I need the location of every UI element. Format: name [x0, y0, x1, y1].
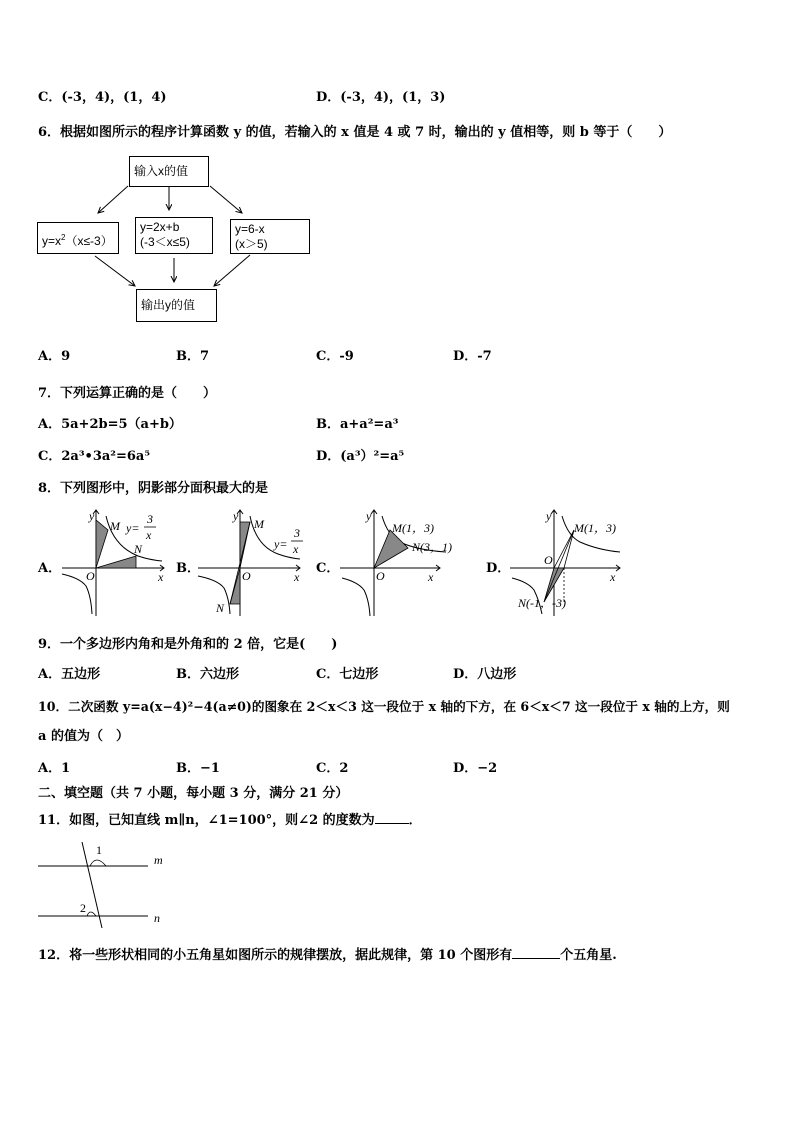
- q6-option-a: A．9: [38, 349, 71, 364]
- q12-stem-text: 12．将一些形状相同的小五角星如图所示的规律摆放，据此规律，第 10 个图形有: [38, 948, 513, 963]
- fig-b-y: y: [233, 509, 239, 523]
- q10-stem-line1: 10．二次函数 y=a(x−4)²−4(a≠0)的图象在 2＜x＜3 这一段位于 x 轴的下方，在 6＜x＜7 这一段位于 x 轴的上方，则: [38, 699, 730, 714]
- q9-option-d: D．八边形: [453, 667, 517, 682]
- fig-b-origin: O: [242, 569, 251, 583]
- q11-line-n: n: [154, 911, 160, 925]
- q6-stem: 6．根据如图所示的程序计算函数 y 的值，若输入的 x 值是 4 或 7 时，输出的 y 值相等，则 b 等于（ ）: [38, 125, 672, 140]
- q6-option-d: D．-7: [453, 349, 492, 364]
- q9-option-c: C．七边形: [316, 667, 379, 682]
- fig-b-den: x: [293, 542, 299, 556]
- fig-c-m: M(1，3): [392, 521, 434, 535]
- fig-b-func: y=: [274, 537, 288, 551]
- flow-arrows: [0, 0, 794, 340]
- fig-d-y: y: [546, 509, 552, 523]
- flow-branch1-box: [37, 222, 119, 254]
- flow-input-box: [129, 156, 209, 187]
- branch3-formula: y=6-x: [235, 222, 265, 236]
- q9-option-b: B．六边形: [176, 667, 239, 682]
- q10-stem-line2: a 的值为（ ）: [38, 729, 129, 744]
- q12-answer-blank[interactable]: [512, 958, 560, 959]
- q8-figure-a: [58, 506, 170, 618]
- fig-d-origin: O: [544, 553, 553, 567]
- flow-branch2-box: [135, 217, 213, 254]
- q12-stem-end: 个五角星.: [560, 948, 617, 963]
- q7-option-c: C．2a³•3a²=6a⁵: [38, 449, 151, 464]
- q11-line-m: m: [154, 853, 163, 867]
- q11-stem-end: ．: [408, 813, 422, 828]
- flow-input-label: 输入x的值: [134, 164, 189, 178]
- q8-letter-d: D．: [486, 561, 511, 576]
- fig-a-den: x: [146, 528, 152, 542]
- q5-option-c: C．(-3，4)，(1，4): [38, 90, 167, 105]
- q8-letter-c: C．: [316, 561, 340, 576]
- branch1-formula: y=x: [42, 234, 62, 248]
- q11-angle1: 1: [96, 843, 102, 857]
- fig-a-n: N: [134, 542, 143, 556]
- q10-option-b: B．−1: [176, 761, 220, 776]
- fig-d-n: N(-1，-3): [518, 596, 566, 610]
- q8-letter-b: B．: [176, 561, 200, 576]
- branch3-cond: (x＞5): [235, 237, 268, 251]
- q11-stem-text: 11．如图，已知直线 m∥n，∠1=100°，则∠2 的度数为: [38, 813, 375, 828]
- branch1-sup: 2: [61, 233, 66, 242]
- q9-option-a: A．五边形: [38, 667, 101, 682]
- fig-c-x: x: [428, 570, 434, 584]
- q7-option-a: A．5a+2b=5（a+b）: [38, 417, 182, 432]
- q5-option-d: D．(-3，4)，(1，3): [316, 90, 446, 105]
- fig-a-y: y: [89, 509, 95, 523]
- flow-output-box: [136, 289, 217, 322]
- q10-option-a: A．1: [38, 761, 71, 776]
- q7-option-b: B．a+a²=a³: [316, 417, 399, 432]
- q10-option-d: D．−2: [453, 761, 498, 776]
- q11-stem: [38, 813, 422, 829]
- q11-angle2: 2: [80, 901, 86, 915]
- fig-b-x: x: [294, 570, 300, 584]
- fig-a-m: M: [110, 519, 120, 533]
- q11-answer-blank[interactable]: [375, 823, 409, 824]
- section2-heading: 二、填空题（共 7 小题，每小题 3 分，满分 21 分）: [38, 786, 349, 801]
- q11-figure: [30, 838, 180, 930]
- branch2-cond: (-3＜x≤5): [140, 235, 190, 249]
- q8-stem: 8．下列图形中，阴影部分面积最大的是: [38, 481, 269, 496]
- q12-stem: [38, 948, 617, 964]
- q10-option-c: C．2: [316, 761, 349, 776]
- branch2-formula: y=2x+b: [140, 220, 180, 234]
- fig-a-x: x: [158, 570, 164, 584]
- q6-option-b: B．7: [176, 349, 210, 364]
- fig-c-origin: O: [376, 569, 385, 583]
- flow-output-label: 输出y的值: [141, 298, 196, 312]
- q8-letter-a: A．: [38, 561, 62, 576]
- fig-b-n: N: [216, 601, 225, 615]
- fig-a-origin: O: [86, 569, 95, 583]
- q8-figure-b: [194, 506, 306, 618]
- fig-d-m: M(1，3): [574, 521, 616, 535]
- q8-figure-d: [506, 506, 626, 618]
- fig-c-n: N(3，1): [412, 540, 452, 554]
- fig-a-num: 3: [147, 512, 153, 526]
- flow-branch3-box: [230, 219, 310, 254]
- q8-figure-c: [336, 506, 466, 618]
- fig-a-func: y=: [126, 521, 140, 535]
- fig-d-x: x: [610, 570, 616, 584]
- q7-stem: 7．下列运算正确的是（ ）: [38, 386, 217, 401]
- fig-b-m: M: [254, 517, 264, 531]
- q7-option-d: D．(a³）²=a⁵: [316, 449, 405, 464]
- fig-b-num: 3: [294, 526, 300, 540]
- fig-c-y: y: [366, 509, 372, 523]
- q9-stem: 9．一个多边形内角和是外角和的 2 倍，它是( ): [38, 637, 338, 652]
- q6-option-c: C．-9: [316, 349, 354, 364]
- branch1-cond: （x≤-3）: [65, 234, 113, 248]
